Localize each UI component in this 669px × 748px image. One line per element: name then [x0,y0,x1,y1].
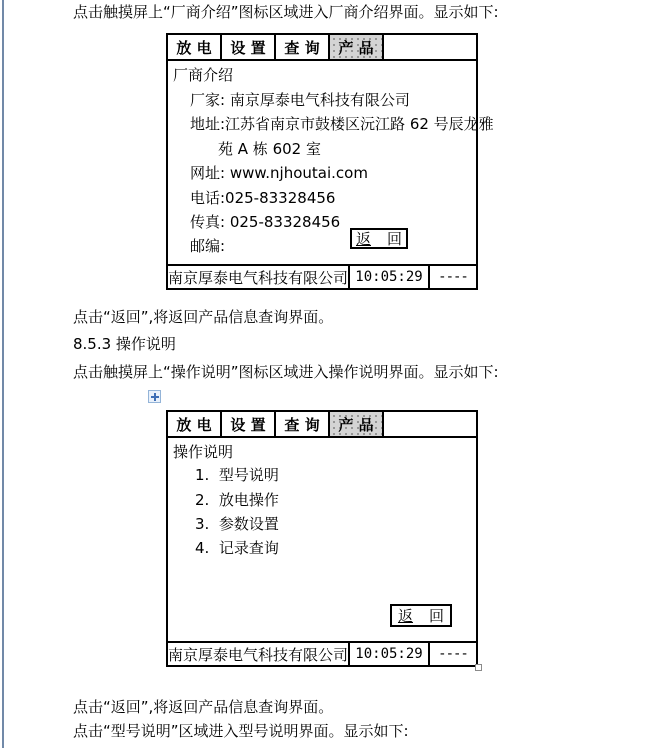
return-button[interactable] [390,604,452,627]
tab-bar [168,35,476,61]
status-company-name: 南京厚泰电气科技有限公司 [168,643,350,665]
vendor-line-fax: 传真: 025-83328456 [190,213,341,231]
vendor-line-address: 地址:江苏省南京市鼓楼区沅江路 62 号辰龙雅 [190,115,494,133]
tab-settings[interactable]: 设 置 [222,35,276,59]
vendor-line-website: 网址: www.njhoutai.com [190,164,368,182]
status-bar [168,641,476,665]
help-item-model[interactable]: 1. 型号说明 [195,466,279,484]
return-button-label-second: 回 [387,230,403,248]
object-selection-handle[interactable] [475,664,482,671]
paragraph-return-note-2: 点击“返回”,将返回产品信息查询界面。 [73,698,334,716]
return-button-label-second: 回 [429,607,445,625]
anchor-cross-horizontal [151,396,159,398]
paragraph-operation-intro: 点击触摸屏上“操作说明”图标区域进入操作说明界面。显示如下: [73,363,499,381]
heading-8-5-3: 8.5.3 操作说明 [73,335,176,353]
help-item-params[interactable]: 3. 参数设置 [195,515,279,533]
status-bar [168,264,476,288]
tab-bar [168,412,476,438]
embedded-screenshot-operation-help [166,410,478,667]
tab-query[interactable]: 查 询 [276,35,330,59]
status-signal-dashes: ---- [438,646,468,662]
status-clock: 10:05:29 [350,266,430,288]
tab-product[interactable]: 产 品 [330,35,384,59]
vendor-line-phone: 电话:025-83328456 [190,189,336,207]
return-button-label-first: 返 [355,230,371,248]
return-button-label-first: 返 [397,607,413,625]
paragraph-model-intro: 点击“型号说明”区域进入型号说明界面。显示如下: [73,722,409,740]
status-company-name: 南京厚泰电气科技有限公司 [168,266,350,288]
vendor-line-zipcode: 邮编: [190,237,226,255]
tab-discharge[interactable]: 放 电 [168,35,222,59]
paragraph-return-note-1: 点击“返回”,将返回产品信息查询界面。 [73,308,334,326]
screen-title: 厂商介绍 [173,66,234,84]
vendor-line-maker: 厂家: 南京厚泰电气科技有限公司 [190,91,410,109]
embedded-screenshot-vendor-intro [166,33,494,290]
return-button[interactable] [350,228,408,249]
tab-discharge[interactable]: 放 电 [168,412,222,436]
screen-title: 操作说明 [173,443,234,461]
tab-bar-filler [384,412,476,436]
page-left-edge-line [2,0,4,748]
tab-product[interactable]: 产 品 [330,412,384,436]
help-item-discharge[interactable]: 2. 放电操作 [195,491,279,509]
status-clock: 10:05:29 [350,643,430,665]
tab-query[interactable]: 查 询 [276,412,330,436]
status-signal-dashes: ---- [438,269,468,285]
tab-settings[interactable]: 设 置 [222,412,276,436]
object-move-anchor-icon[interactable] [148,390,161,403]
help-item-records[interactable]: 4. 记录查询 [195,539,279,557]
tab-bar-filler [384,35,476,59]
vendor-line-address-2: 苑 A 栋 602 室 [218,140,321,158]
paragraph-vendor-intro: 点击触摸屏上“厂商介绍”图标区域进入厂商介绍界面。显示如下: [73,3,499,21]
